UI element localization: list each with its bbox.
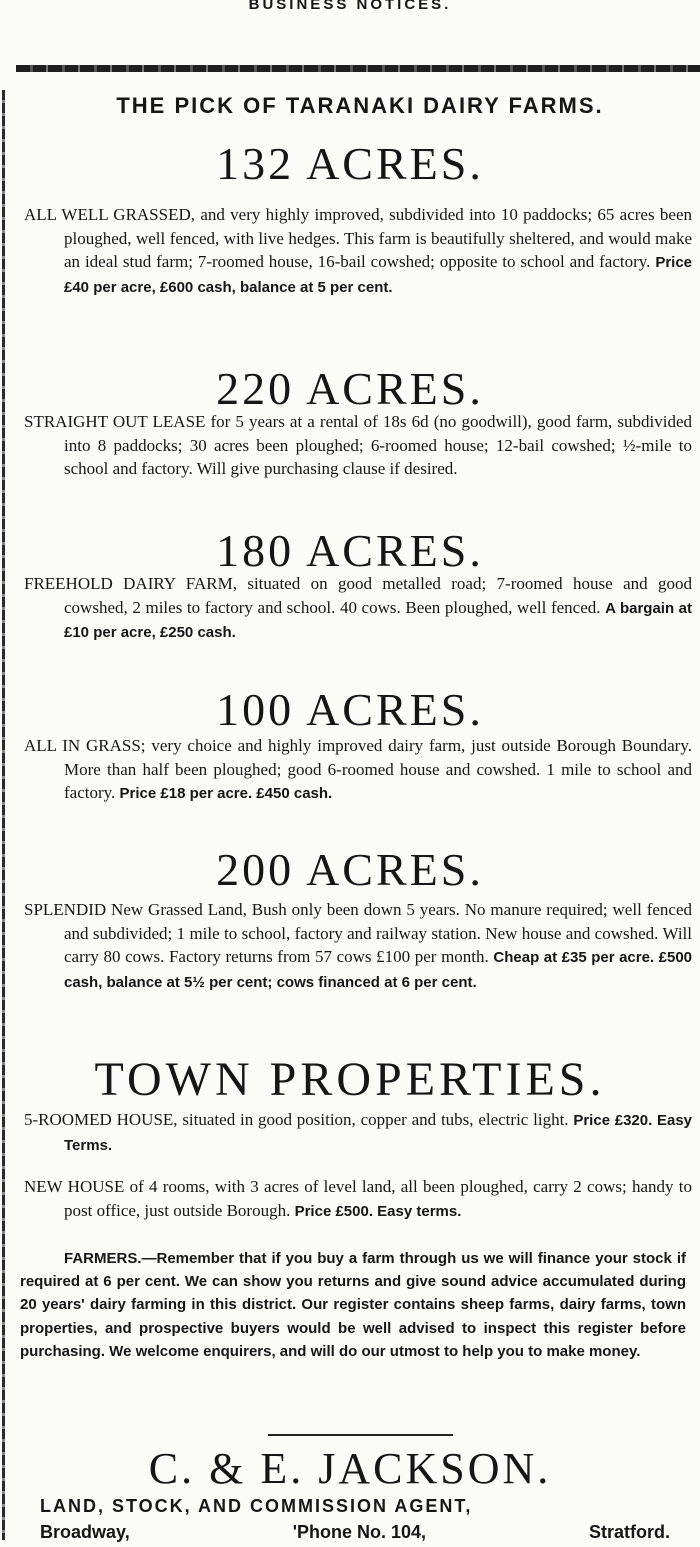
listing-text: FREEHOLD DAIRY FARM, situated on good metalled road; 7-roomed house and good cowshed, 2 miles to factory and school. 40 cows. Been ploughed, well fenced. (24, 574, 692, 617)
advert-masthead: THE PICK OF TARANAKI DAIRY FARMS. (116, 93, 604, 118)
firm-contact-row (40, 1522, 670, 1543)
listing-text: STRAIGHT OUT LEASE for 5 years at a rental of 18s 6d (no goodwill), good farm, subdivided into 8 paddocks; 30 acres been ploughed; 6-roomed house; 12-bail cowshed; ½-mile to school and factory. Will give purchasing clause if desired. (24, 412, 692, 478)
listing-body (24, 734, 692, 806)
town-listing (24, 1175, 692, 1223)
listing-text: ALL IN GRASS; very choice and highly improved dairy farm, just outside Borough Boundary. More than half been ploughed; good 6-roomed house and cowshed. 1 mile to school and factory. (24, 736, 692, 802)
firm-phone: 'Phone No. 104, (292, 1522, 426, 1542)
firm-name: C. & E. JACKSON. (148, 1444, 552, 1493)
town-listing-price: Price £320. Easy Terms. (64, 1112, 693, 1154)
listing-heading: 220 ACRES. (216, 363, 484, 414)
listing-heading: 132 ACRES. (216, 138, 484, 189)
listing-text: ALL WELL GRASSED, and very highly improved, subdivided into 10 paddocks; 65 acres been ploughed, well fenced, with live hedges. This farm is beautifully sheltered, and would make an ideal stud farm; 7-roomed house, 16-bail cowshed; opposite to school and factory. (24, 205, 692, 271)
listing-body (24, 203, 692, 299)
header-divider (16, 65, 700, 72)
listing-heading: 200 ACRES. (216, 844, 484, 895)
town-listing (24, 1108, 692, 1157)
firm-town: Stratford. (588, 1522, 670, 1542)
firm-role: LAND, STOCK, AND COMMISSION AGENT, (40, 1496, 473, 1516)
town-listing-text: NEW HOUSE of 4 rooms, with 3 acres of level land, all been ploughed, carry 2 cows; handy to post office, just outside Borough. (24, 1177, 692, 1220)
listing-price: Price £18 per acre. £450 cash. (119, 785, 333, 802)
listing-body (24, 572, 692, 645)
listing-heading: 100 ACRES. (216, 684, 484, 735)
signature-divider (268, 1434, 453, 1436)
listing-body (24, 410, 692, 481)
firm-street: Broadway, (40, 1522, 130, 1542)
section-title: BUSINESS NOTICES. (248, 0, 452, 13)
farmers-notice (20, 1247, 686, 1363)
listing-price: Price £40 per acre, £600 cash, balance at 5 per cent. (64, 254, 693, 296)
town-listing-text: 5-ROOMED HOUSE, situated in good position, copper and tubs, electric light. (24, 1110, 569, 1129)
listing-heading: 180 ACRES. (216, 525, 484, 576)
listing-text: SPLENDID New Grassed Land, Bush only been down 5 years. No manure required; well fenced and subdivided; 1 mile to school, factory and railway station. New house and cowshed. Will carry 80 cows. Factory returns from 57 cows £100 per month. (24, 900, 692, 966)
listing-price: A bargain at £10 per acre, £250 cash. (64, 599, 692, 641)
town-properties-heading: TOWN PROPERTIES. (94, 1053, 606, 1106)
town-listing-price: Price £500. Easy terms. (294, 1202, 462, 1220)
listing-price: Cheap at £35 per acre. £500 cash, balance at 5½ per cent; cows financed at 6 per cent. (64, 949, 693, 991)
section-header (0, 0, 700, 20)
farmers-text: FARMERS.—Remember that if you buy a farm through us we will finance your stock if required at 6 per cent. We can show you returns and give sound advice accumulated during 20 years' dairy farming in this district. Our register contains sheep farms, dairy farms, town properties, and prospective buyers would be well advised to inspect this register before purchasing. We welcome enquirers, and will do our utmost to help you to make money. (20, 1250, 686, 1360)
column-rule (2, 90, 5, 1540)
listing-body (24, 898, 692, 994)
